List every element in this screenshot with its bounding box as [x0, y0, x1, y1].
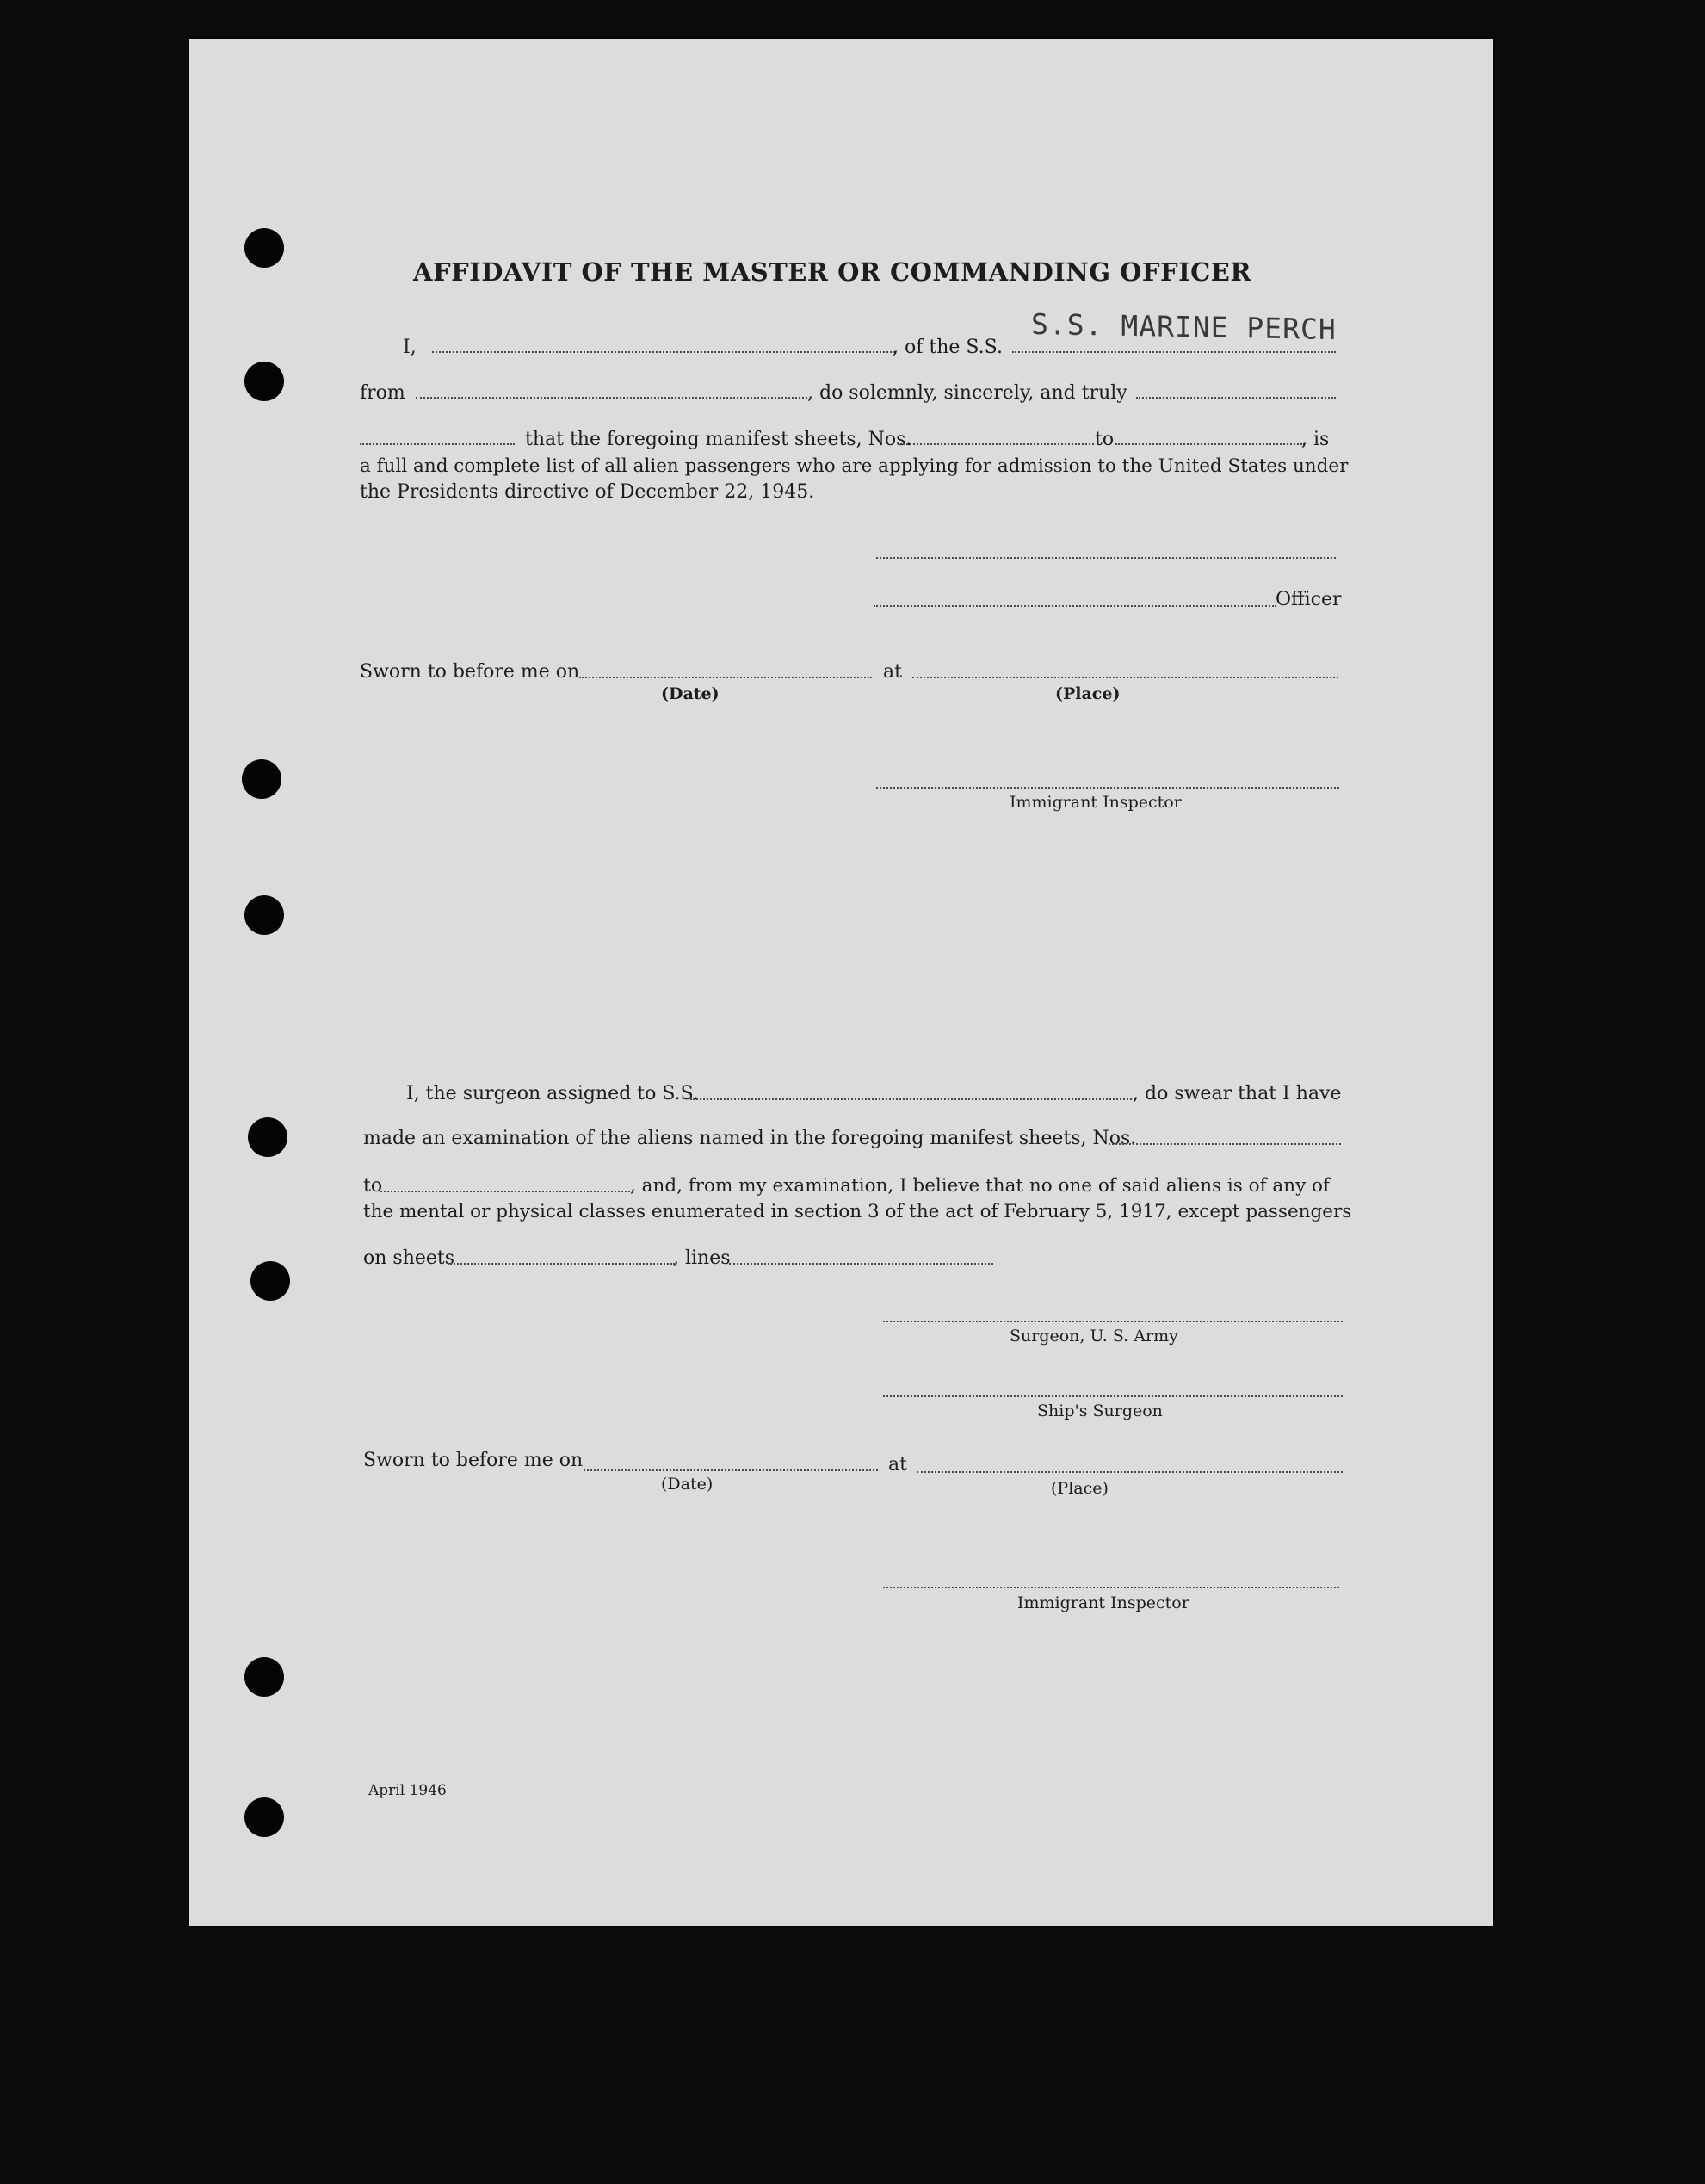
surgeon-sworn-date-field[interactable] — [584, 1469, 878, 1471]
master-name-field[interactable] — [432, 351, 895, 353]
ships-surgeon-label: Ship's Surgeon — [1037, 1401, 1163, 1420]
army-surgeon-signature-field[interactable] — [883, 1321, 1343, 1322]
date-caption: (Date) — [661, 684, 720, 703]
binder-hole — [242, 759, 281, 799]
sheets-from-field[interactable] — [900, 443, 1094, 445]
is-label: , is — [1301, 429, 1330, 450]
binder-hole — [244, 895, 284, 935]
surgeon-inspector-label: Immigrant Inspector — [1017, 1593, 1189, 1612]
binder-hole — [250, 1261, 290, 1301]
ship-name-stamp: S.S. MARINE PERCH — [1031, 306, 1337, 347]
at-label: at — [883, 661, 902, 683]
sworn-date-field[interactable] — [579, 677, 872, 678]
lines-label: , lines — [673, 1247, 731, 1269]
from-label: from — [360, 382, 405, 404]
surgeon-sheets-from-field[interactable] — [1109, 1143, 1341, 1145]
surgeon-line-1-end: , do swear that I have — [1133, 1083, 1342, 1104]
exception-lines-field[interactable] — [729, 1263, 993, 1265]
surgeon-sheets-to-field[interactable] — [380, 1191, 630, 1192]
document-title: AFFIDAVIT OF THE MASTER OR COMMANDING OFFICER — [413, 257, 1251, 287]
signature-line[interactable] — [876, 557, 1336, 559]
ships-surgeon-signature-field[interactable] — [883, 1395, 1343, 1397]
binder-hole — [244, 1797, 284, 1837]
binder-hole — [244, 1657, 284, 1697]
surgeon-line-2: made an examination of the aliens named in the foregoing manifest sheets, Nos. — [363, 1128, 1137, 1149]
surgeon-ship-field[interactable] — [690, 1098, 1135, 1100]
binder-hole — [244, 228, 284, 268]
surgeon-line-1-start: I, the surgeon assigned to S.S. — [406, 1083, 699, 1104]
sheets-to-field[interactable] — [1115, 443, 1305, 445]
solemnly-label: , do solemnly, sincerely, and truly — [807, 382, 1127, 404]
place-caption: (Place) — [1055, 684, 1121, 703]
oath-type-field[interactable] — [1136, 397, 1336, 399]
army-surgeon-label: Surgeon, U. S. Army — [1010, 1327, 1178, 1346]
manifest-label: that the foregoing manifest sheets, Nos. — [525, 429, 912, 450]
surgeon-inspector-signature-field[interactable] — [883, 1587, 1339, 1588]
inspector-label: Immigrant Inspector — [1010, 793, 1182, 812]
form-date: April 1946 — [368, 1782, 447, 1799]
from-field[interactable] — [416, 397, 807, 399]
surgeon-to-label: to — [363, 1175, 383, 1197]
body-line-2: a full and complete list of all alien passengers who are applying for admission to the United States under — [360, 455, 1349, 477]
officer-label: Officer — [1276, 589, 1342, 610]
oath-field[interactable] — [360, 443, 515, 445]
binder-hole — [244, 362, 284, 401]
body-line-3: the Presidents directive of December 22, 1945. — [360, 481, 815, 503]
i-label: I, — [403, 337, 417, 358]
inspector-signature-field[interactable] — [876, 787, 1339, 789]
surgeon-at-label: at — [888, 1454, 907, 1476]
binder-hole — [248, 1117, 287, 1157]
sworn-place-field[interactable] — [912, 677, 1338, 678]
officer-signature-field[interactable] — [874, 605, 1276, 607]
surgeon-line-4: the mental or physical classes enumerated in section 3 of the act of February 5, 1917, except passengers — [363, 1201, 1352, 1222]
of-ss-label: , of the S.S. — [893, 337, 1003, 358]
surgeon-place-caption: (Place) — [1051, 1479, 1109, 1498]
surgeon-line-3-end: , and, from my examination, I believe that no one of said aliens is of any of — [630, 1175, 1330, 1197]
ship-name-field[interactable] — [1012, 351, 1336, 353]
sworn-label: Sworn to before me on — [360, 661, 580, 683]
surgeon-sworn-place-field[interactable] — [917, 1471, 1343, 1473]
sheets-label: on sheets — [363, 1247, 455, 1269]
surgeon-sworn-label: Sworn to before me on — [363, 1450, 584, 1471]
to-label: to — [1095, 429, 1115, 450]
exception-sheets-field[interactable] — [448, 1263, 675, 1265]
surgeon-date-caption: (Date) — [661, 1475, 714, 1494]
